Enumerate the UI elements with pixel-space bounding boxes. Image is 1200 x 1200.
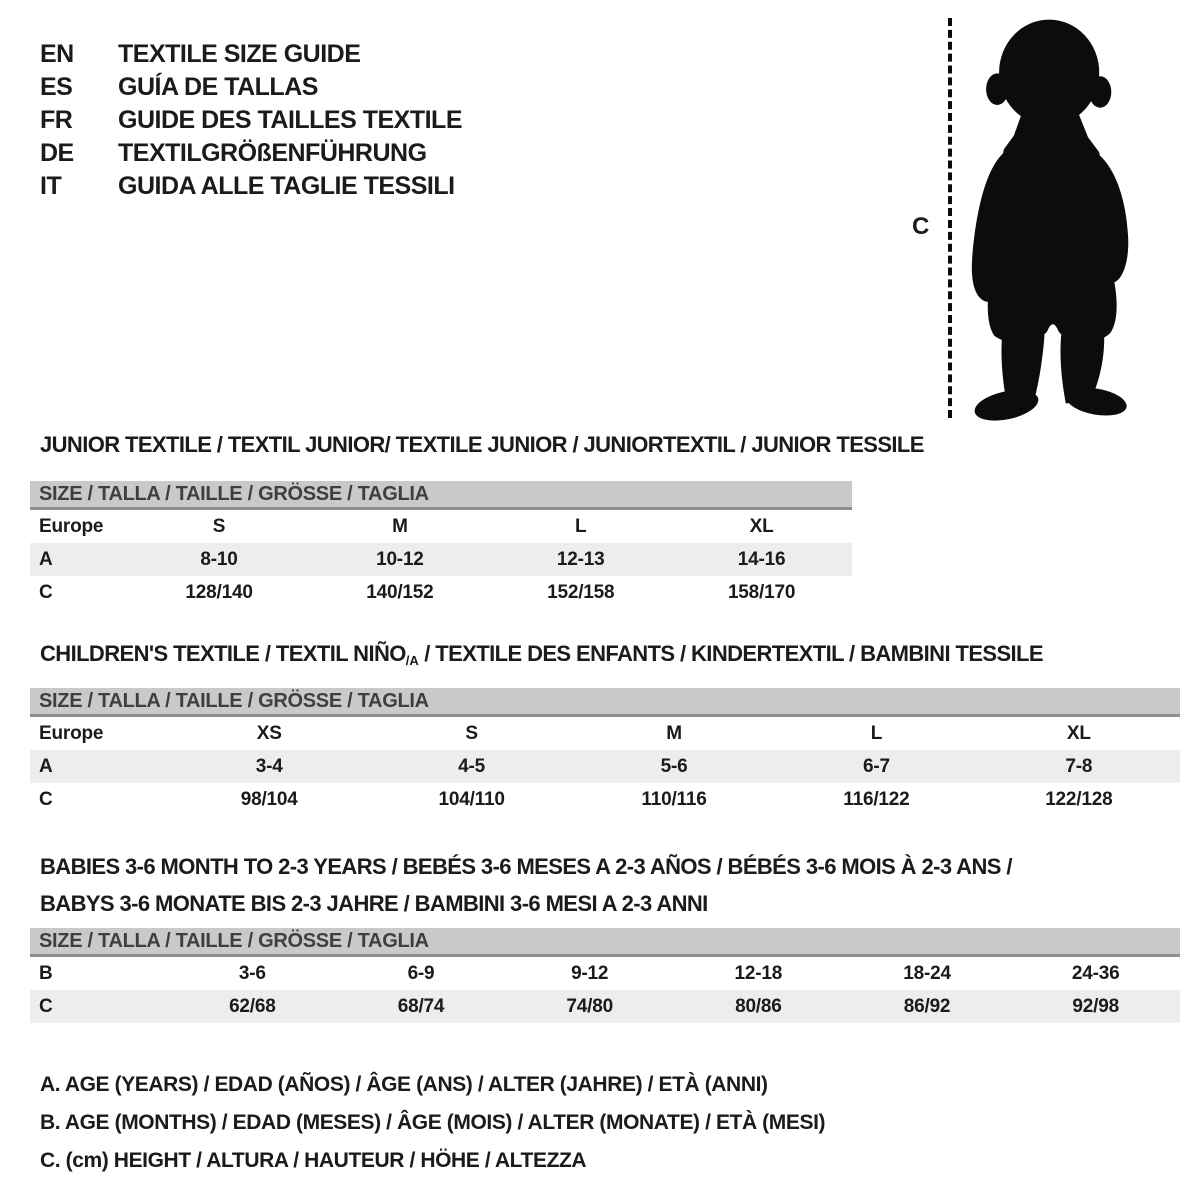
guide-title-es: GUÍA DE TALLAS xyxy=(118,73,318,101)
table-row xyxy=(30,990,1180,1023)
legend-line-height: C. (cm) HEIGHT / ALTURA / HAUTEUR / HÖHE / ALTEZZA xyxy=(40,1149,587,1172)
table-cell: 92/98 xyxy=(1072,995,1119,1017)
table-cell: L xyxy=(575,515,587,537)
junior-size-table xyxy=(30,481,852,609)
children-table-rows xyxy=(30,717,1180,816)
table-cell: 3-4 xyxy=(255,755,283,777)
section-title-babies-line2: BABYS 3-6 MONATE BIS 2-3 JAHRE / BAMBINI 3-6 MESI A 2-3 ANNI xyxy=(40,891,708,916)
children-size-table xyxy=(30,688,1180,816)
babies-size-table xyxy=(30,928,1180,1023)
table-row xyxy=(30,783,1180,816)
size-header-bar: SIZE / TALLA / TAILLE / GRÖSSE / TAGLIA xyxy=(30,688,1180,717)
table-cell: 74/80 xyxy=(566,995,613,1017)
table-cell: 10-12 xyxy=(376,548,424,570)
row-label: Europe xyxy=(39,515,104,537)
language-code: FR xyxy=(40,106,73,134)
table-cell: 158/170 xyxy=(727,581,796,603)
table-cell: 110/116 xyxy=(641,788,707,810)
guide-title-en: TEXTILE SIZE GUIDE xyxy=(118,40,361,68)
measurement-legend xyxy=(40,1066,825,1180)
table-cell: S xyxy=(212,515,226,537)
table-cell: XS xyxy=(256,722,282,744)
table-cell: 152/158 xyxy=(547,581,615,603)
table-cell: 3-6 xyxy=(238,962,266,984)
table-cell: M xyxy=(666,722,682,744)
guide-title-fr: GUIDE DES TAILLES TEXTILE xyxy=(118,106,463,134)
table-cell: 14-16 xyxy=(737,548,786,570)
height-measure-label: C xyxy=(912,213,930,240)
size-header-bar: SIZE / TALLA / TAILLE / GRÖSSE / TAGLIA xyxy=(30,928,1180,957)
row-label: A xyxy=(39,755,53,777)
row-label: C xyxy=(39,788,53,810)
section-title-children-post: / TEXTILE DES ENFANTS / KINDERTEXTIL / BAMBINI TESSILE xyxy=(418,641,1043,666)
language-row-de xyxy=(40,137,462,170)
babies-table-rows xyxy=(30,957,1180,1023)
language-row-en xyxy=(40,38,462,71)
section-title-children xyxy=(40,641,1043,668)
guide-title-it: GUIDA ALLE TAGLIE TESSILI xyxy=(118,172,455,200)
row-label: Europe xyxy=(39,722,104,744)
table-row xyxy=(30,543,852,576)
table-row xyxy=(30,957,1180,990)
row-label: C xyxy=(39,995,53,1017)
toddler-silhouette-icon xyxy=(958,15,1144,423)
table-cell: 104/110 xyxy=(438,788,505,810)
row-label: B xyxy=(39,962,53,984)
table-row xyxy=(30,576,852,609)
table-cell: XL xyxy=(749,515,774,537)
table-row xyxy=(30,717,1180,750)
table-row xyxy=(30,750,1180,783)
size-header-bar: SIZE / TALLA / TAILLE / GRÖSSE / TAGLIA xyxy=(30,481,852,510)
table-cell: 18-24 xyxy=(903,962,951,984)
table-cell: 68/74 xyxy=(397,995,445,1017)
section-title-junior: JUNIOR TEXTILE / TEXTIL JUNIOR/ TEXTILE JUNIOR / JUNIORTEXTIL / JUNIOR TESSILE xyxy=(40,432,924,457)
language-row-es xyxy=(40,71,462,104)
table-cell: 86/92 xyxy=(903,995,951,1017)
table-cell: 122/128 xyxy=(1045,788,1113,810)
section-title-children-pre: CHILDREN'S TEXTILE / TEXTIL NIÑO xyxy=(40,641,406,666)
table-cell: 4-5 xyxy=(458,755,486,777)
table-cell: 98/104 xyxy=(240,788,298,810)
legend-line-age-months: B. AGE (MONTHS) / EDAD (MESES) / ÂGE (MOIS) / ALTER (MONATE) / ETÀ (MESI) xyxy=(40,1111,826,1134)
table-cell: 128/140 xyxy=(185,581,253,603)
language-code: EN xyxy=(40,40,74,68)
guide-title-de: TEXTILGRÖßENFÜHRUNG xyxy=(118,139,427,167)
section-title-babies xyxy=(40,848,1012,922)
table-row xyxy=(30,510,852,543)
table-cell: 12-18 xyxy=(734,962,783,984)
table-cell: 7-8 xyxy=(1065,755,1093,777)
language-code: IT xyxy=(40,172,62,200)
table-cell: 5-6 xyxy=(660,755,688,777)
table-cell: 116/122 xyxy=(843,788,910,810)
table-cell: L xyxy=(870,722,883,744)
table-cell: 24-36 xyxy=(1071,962,1120,984)
legend-line-age-years: A. AGE (YEARS) / EDAD (AÑOS) / ÂGE (ANS) / ALTER (JAHRE) / ETÀ (ANNI) xyxy=(40,1073,768,1096)
table-cell: 8-10 xyxy=(200,548,238,570)
table-cell: S xyxy=(465,722,478,744)
section-title-children-sub: /A xyxy=(405,653,419,668)
table-cell: 140/152 xyxy=(366,581,434,603)
height-measure-dashed-line xyxy=(948,18,952,418)
table-cell: 62/68 xyxy=(229,995,276,1017)
table-cell: 12-13 xyxy=(556,548,605,570)
height-figure xyxy=(900,10,1180,435)
section-title-babies-line1: BABIES 3-6 MONTH TO 2-3 YEARS / BEBÉS 3-6 MESES A 2-3 AÑOS / BÉBÉS 3-6 MOIS À 2-3 ANS / xyxy=(40,854,1012,879)
language-code: ES xyxy=(40,73,73,101)
table-cell: M xyxy=(392,515,408,537)
table-cell: 6-9 xyxy=(407,962,435,984)
table-cell: XL xyxy=(1066,722,1091,744)
row-label: C xyxy=(39,581,53,603)
language-title-list xyxy=(40,38,462,203)
language-code: DE xyxy=(40,139,74,167)
table-cell: 9-12 xyxy=(571,962,609,984)
language-row-fr xyxy=(40,104,462,137)
table-cell: 80/86 xyxy=(735,995,782,1017)
row-label: A xyxy=(39,548,53,570)
table-cell: 6-7 xyxy=(862,755,890,777)
junior-table-rows xyxy=(30,510,852,609)
language-row-it xyxy=(40,170,462,203)
